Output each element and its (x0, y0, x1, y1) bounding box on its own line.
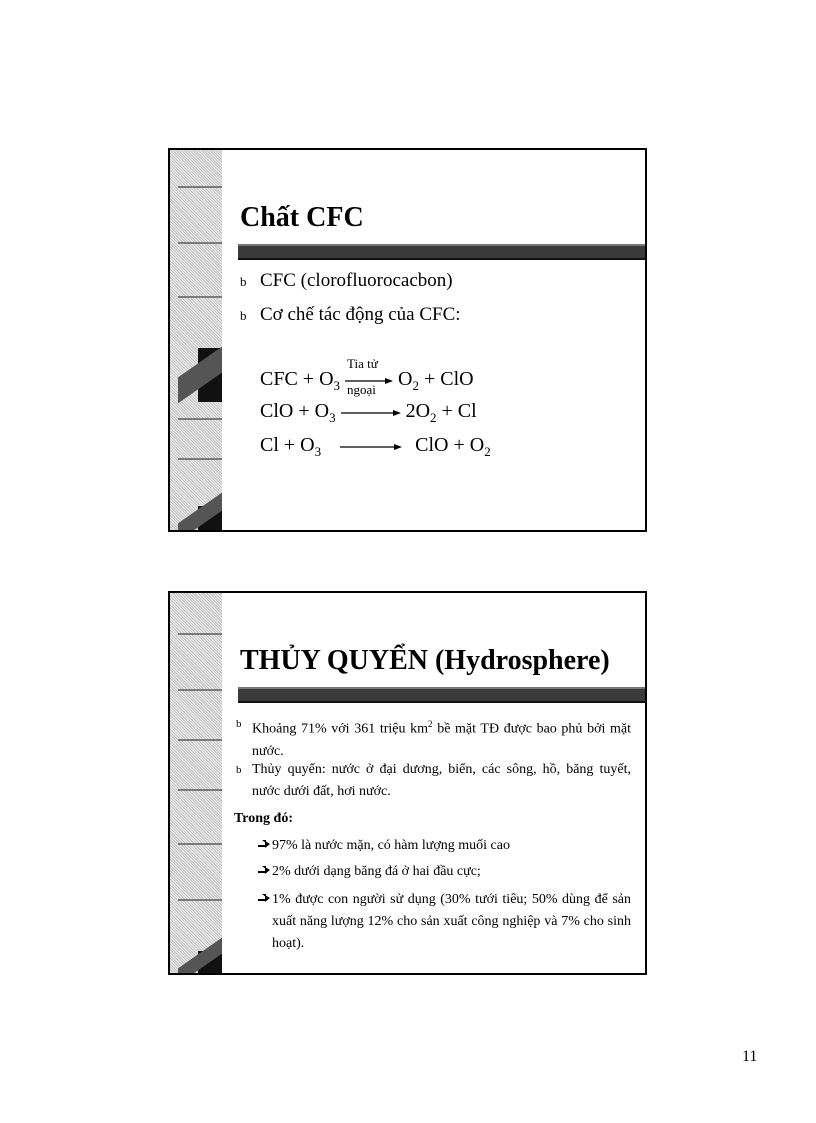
equation-lhs: ClO + O (260, 400, 330, 422)
slide-decoration-strip (170, 150, 222, 530)
bullet-text: Cơ chế tác động của CFC: (260, 304, 461, 325)
equation-lhs: CFC + O (260, 368, 334, 390)
equation-rhs: O (398, 368, 413, 390)
bullet-item (240, 304, 461, 326)
superscript: 2 (428, 719, 433, 729)
slide-cfc (168, 148, 647, 532)
title-rule (238, 687, 645, 703)
sub-item (258, 861, 631, 883)
bullet-marker: b (240, 274, 247, 289)
equation-lhs: Cl + O (260, 434, 315, 456)
equation-rhs: + ClO (418, 368, 474, 390)
sub-item-text: 1% được con người sử dụng (30% tưới tiêu; 50% dùng để sản xuất năng lượng 12% cho sản xuất công nghiệp và 7% cho sinh hoạt). (272, 892, 631, 951)
bullet-text: Khoảng 71% với 361 triệu $km^2$ bề mặt TĐ được bao phủ bởi mặt nước. (252, 719, 632, 759)
strip-tick (178, 242, 222, 244)
arrow-label-under: ngoại (347, 382, 376, 398)
subscript: 3 (333, 378, 341, 393)
strip-tick (178, 186, 222, 188)
strip-tick (178, 739, 222, 741)
subscript: 3 (314, 444, 322, 459)
equation-rhs: 2O (405, 400, 431, 422)
equation-3 (260, 434, 491, 460)
bullet-item (236, 713, 631, 763)
sub-item-text: 97% là nước mặn, có hàm lượng muối cao (272, 838, 510, 853)
bullet-item (240, 270, 453, 292)
arrow-bullet-icon (258, 893, 270, 903)
slide-title: THỦY QUYỂN (Hydrosphere) (240, 645, 610, 676)
bullet-text: CFC (clorofluorocacbon) (260, 270, 453, 291)
strip-tick (178, 458, 222, 460)
strip-tick (178, 789, 222, 791)
strip-tick (178, 899, 222, 901)
arrow-bullet-icon (258, 865, 270, 875)
arrow-icon (340, 444, 402, 450)
equation-1 (260, 356, 474, 398)
equation-2 (260, 400, 477, 426)
strip-tick (178, 843, 222, 845)
sub-item (258, 889, 631, 955)
slide-decoration-strip (170, 593, 222, 973)
reaction-arrow (341, 402, 401, 422)
bullet-marker: b (240, 308, 247, 323)
bullet-marker: b (236, 718, 242, 730)
strip-tick (178, 689, 222, 691)
bullet-text: Thủy quyển: nước ở đại dương, biển, các sông, hồ, băng tuyết, nước dưới đất, hơi nước. (252, 762, 631, 799)
bullet-marker: b (236, 764, 242, 776)
subscript: 2 (484, 444, 491, 459)
arrow-label-over: Tia tử (347, 356, 378, 372)
strip-tick (178, 418, 222, 420)
subscript: 2 (412, 378, 419, 393)
reaction-arrow (345, 356, 393, 398)
bullet-item (236, 759, 631, 803)
page-number: 11 (742, 1048, 758, 1065)
title-rule (238, 244, 645, 260)
strip-tick (178, 296, 222, 298)
arrow-icon (341, 410, 401, 416)
subscript: 3 (329, 410, 336, 425)
slide-title: Chất CFC (240, 202, 364, 233)
arrow-bullet-icon (258, 839, 270, 849)
reaction-arrow (340, 436, 402, 456)
strip-tick (178, 633, 222, 635)
sub-item-text: 2% dưới dạng băng đá ở hai đầu cực; (272, 864, 481, 879)
equation-rhs: ClO + O (415, 434, 485, 456)
equation-rhs: + Cl (436, 400, 477, 422)
section-heading: Trong đó: (234, 811, 293, 826)
sub-item (258, 835, 631, 857)
slide-hydrosphere (168, 591, 647, 975)
subscript: 2 (430, 410, 437, 425)
